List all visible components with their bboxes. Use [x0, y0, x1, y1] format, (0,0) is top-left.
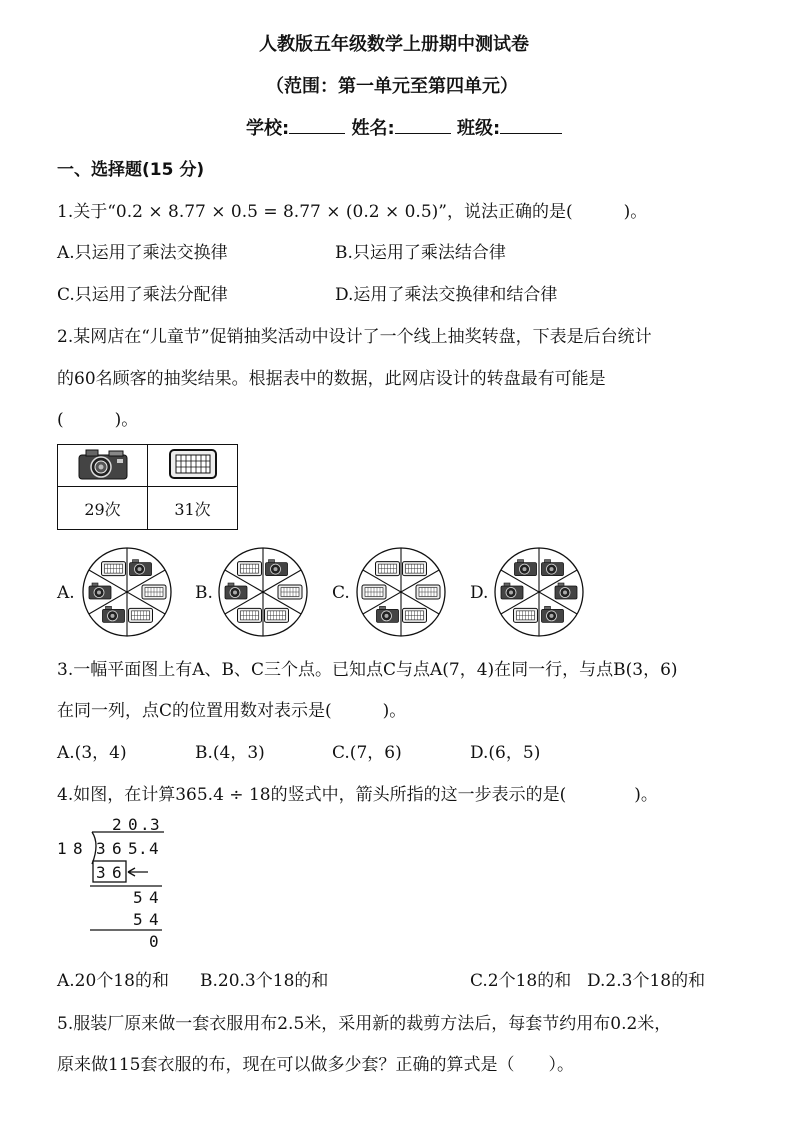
q3-line1: 3.一幅平面图上有A、B、C三个点。已知点C与点A(7，4)在同一行，与点B(3，6) — [57, 660, 678, 680]
quotient-digit: . — [140, 815, 150, 834]
step1-digit: 6 — [112, 863, 122, 882]
remainder-digit: 0 — [149, 932, 159, 951]
tablet-icon — [265, 608, 289, 622]
step3-digit: 5 — [133, 910, 143, 929]
tablet-icon — [129, 608, 153, 622]
tablet-count: 31次 — [148, 487, 238, 530]
quotient-digit: 3 — [150, 815, 160, 834]
name-label: 姓名: — [351, 118, 395, 139]
wheel-c[interactable] — [353, 546, 449, 638]
q1-option-d[interactable]: D.运用了乘法交换律和结合律 — [335, 285, 558, 305]
school-field[interactable] — [289, 117, 345, 134]
q4-stem: 4.如图，在计算365.4 ÷ 18的竖式中，箭头所指的这一步表示的是( )。 — [57, 785, 658, 805]
info-fields — [246, 114, 562, 140]
tablet-icon — [403, 562, 427, 576]
step2-digit: 5 — [133, 888, 143, 907]
tablet-icon — [278, 585, 302, 599]
step1-digit: 3 — [96, 863, 106, 882]
name-field[interactable] — [395, 117, 451, 134]
wheel-d[interactable] — [491, 546, 587, 638]
tablet-icon — [238, 608, 262, 622]
tablet-icon — [362, 585, 386, 599]
q1-option-b[interactable]: B.只运用了乘法结合律 — [335, 243, 506, 263]
q2-option-d-label[interactable]: D. — [470, 583, 489, 603]
exam-subtitle: （范围：第一单元至第四单元） — [266, 76, 518, 97]
quotient-digit: 0 — [128, 815, 138, 834]
quotient-digit: 2 — [112, 815, 122, 834]
dividend-digit: 5 — [128, 839, 138, 858]
school-label: 学校: — [246, 118, 290, 139]
division-lines — [70, 830, 180, 956]
q2-line1: 2.某网店在“儿童节”促销抽奖活动中设计了一个线上抽奖转盘，下表是后台统计 — [57, 327, 652, 347]
camera-cell — [58, 445, 148, 487]
divisor-digit: 8 — [73, 839, 83, 858]
q2-option-c-label[interactable]: C. — [332, 583, 350, 603]
q4-option-a[interactable]: A.20个18的和 — [57, 971, 169, 991]
class-label: 班级: — [456, 118, 501, 139]
step3-digit: 4 — [149, 910, 159, 929]
class-field[interactable] — [500, 117, 562, 134]
q3-option-a[interactable]: A.(3，4) — [57, 743, 127, 763]
result-table — [57, 444, 238, 530]
exam-title: 人教版五年级数学上册期中测试卷 — [259, 34, 529, 55]
q3-line2: 在同一列，点C的位置用数对表示是( )。 — [57, 701, 407, 721]
tablet-cell — [148, 445, 238, 487]
tablet-icon — [238, 562, 262, 576]
dividend-digit: . — [138, 839, 148, 858]
q3-option-d[interactable]: D.(6，5) — [470, 743, 541, 763]
q3-option-b[interactable]: B.(4，3) — [195, 743, 265, 763]
q1-stem: 1.关于“0.2 × 8.77 × 0.5 = 8.77 × (0.2 × 0.5)”，说法正确的是( )。 — [57, 202, 648, 222]
q4-option-c[interactable]: C.2个18的和 — [470, 971, 572, 991]
tablet-icon — [142, 585, 166, 599]
dividend-digit: 3 — [96, 839, 106, 858]
wheel-a[interactable] — [79, 546, 175, 638]
tablet-icon — [514, 608, 538, 622]
q1-option-c[interactable]: C.只运用了乘法分配律 — [57, 285, 228, 305]
q3-option-c[interactable]: C.(7，6) — [332, 743, 402, 763]
section-title: 一、选择题(15 分) — [57, 160, 205, 180]
q2-line3: ( )。 — [57, 410, 139, 430]
q2-line2: 的60名顾客的抽奖结果。根据表中的数据，此网店设计的转盘最有可能是 — [57, 369, 606, 389]
tablet-icon — [167, 447, 219, 481]
q1-option-a[interactable]: A.只运用了乘法交换律 — [57, 243, 228, 263]
tablet-icon — [416, 585, 440, 599]
wheel-b[interactable] — [215, 546, 311, 638]
q2-option-b-label[interactable]: B. — [195, 583, 213, 603]
q2-option-a-label[interactable]: A. — [57, 583, 75, 603]
camera-icon — [77, 447, 129, 481]
tablet-icon — [403, 608, 427, 622]
camera-count: 29次 — [58, 487, 148, 530]
divisor-digit: 1 — [57, 839, 67, 858]
q4-option-b[interactable]: B.20.3个18的和 — [200, 971, 329, 991]
dividend-digit: 4 — [149, 839, 159, 858]
tablet-icon — [376, 562, 400, 576]
q4-option-d[interactable]: D.2.3个18的和 — [587, 971, 706, 991]
dividend-digit: 6 — [112, 839, 122, 858]
q5-line2: 原来做115套衣服的布，现在可以做多少套？正确的算式是（ ）。 — [57, 1055, 574, 1075]
q5-line1: 5.服装厂原来做一套衣服用布2.5米，采用新的裁剪方法后，每套节约用布0.2米， — [57, 1014, 672, 1034]
tablet-icon — [102, 562, 126, 576]
step2-digit: 4 — [149, 888, 159, 907]
